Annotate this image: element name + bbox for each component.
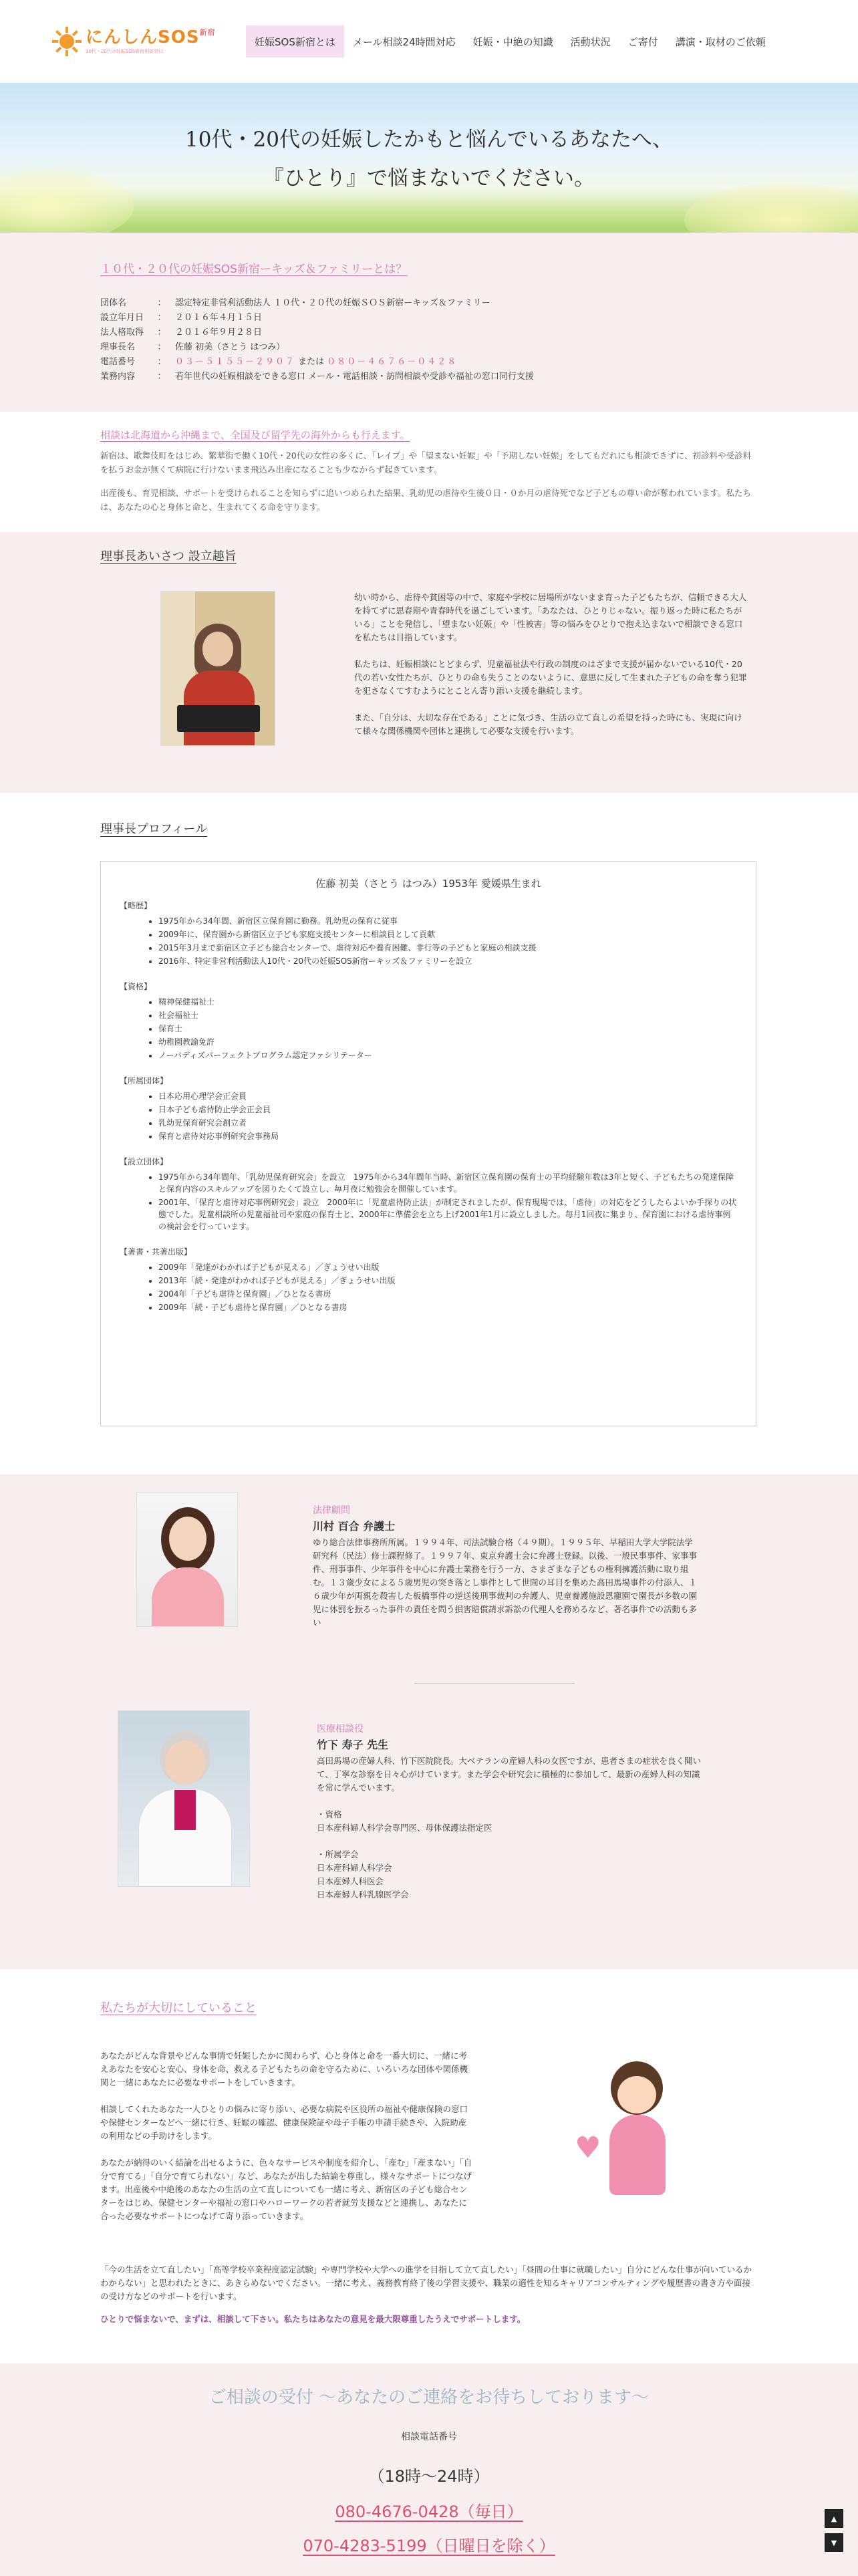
nav-item-about[interactable]: 妊娠SOS新宿とは	[246, 25, 344, 57]
advisor-role-medical: 医療相談役	[317, 1724, 364, 1734]
contact-label: 相談電話番号	[401, 2432, 457, 2442]
values-paragraph-4: 「今の生活を立て直したい」「高等学校卒業程度認定試験」や専門学校や大学への進学を目指して立て直したい」「昼間の仕事に就職したい」自分にどんな仕事が向いているかわからない」と思われたときに、あきらめないでください。一緒に考え、義務教育終了後の学習支援や、職業の適性を知るキャリアコンサルティングや履歴書の書き方や面接の受け方などのサポートを行います。	[100, 2265, 752, 2301]
reach-section	[0, 412, 858, 532]
nav-item-mail-consult[interactable]: メール相談24時間対応	[352, 35, 456, 48]
logo-main-text: にんしんSOS	[86, 27, 200, 47]
profile-category-founded: 【設立団体】	[120, 1157, 168, 1166]
heart-icon: ♥	[575, 2131, 601, 2165]
org-info-table	[100, 296, 758, 384]
advisor-medical	[67, 1710, 791, 1902]
advisor-assoc-item: 日本産婦人科乳腺医学会	[317, 1890, 409, 1900]
nav-item-lecture-request[interactable]: 講演・取材のご依頼	[675, 35, 766, 48]
reach-title-link[interactable]: 相談は北海道から沖縄まで、全国及び留学先の海外からも行えます。	[100, 429, 410, 441]
advisor-bio-medical: 高田馬場の産婦人科、竹下医院院長。大ベテランの産婦人科の女医ですが、患者さまの症状を良く聞いて、丁寧な診察を日々心がけています。また学会や研究会に積極的に参加して、最新の産婦人科の知識を常に学んでいます。	[317, 1756, 702, 1793]
sun-logo-icon	[52, 27, 82, 56]
profile-category-memberships: 【所属団体】	[120, 1076, 168, 1085]
chairperson-photo	[160, 591, 275, 746]
advisor-assoc-label: ・所属学会	[317, 1849, 359, 1859]
hero-line-1: 10代・20代の妊娠したかもと悩んでいるあなたへ、	[185, 128, 673, 152]
list-item: • 2009年に、保育園から新宿区立子ども家庭支援センターに相談員として貢献	[158, 928, 737, 940]
reach-paragraph-1: 新宿は、歌舞伎町をはじめ、繁華街で働く10代・20代の女性の多くに、「レイプ」や「望まない妊娠」や「予期しない妊娠」をしてもだれにも相談できずに、初診料や受診料を払うお金が無くて病院に行けないまま飛込み出産になることも少なからず起きています。	[100, 450, 752, 475]
advisor-role-legal: 法律顧問	[313, 1505, 350, 1516]
contact-section	[0, 2363, 858, 2576]
profile-category-publications: 【著書・共著出版】	[120, 1247, 192, 1257]
doctor-photo	[118, 1710, 250, 1887]
values-paragraph-3: あなたが納得のいく結論を出せるように、色々なサービスや制度を紹介し、「産む」「産まない」「自分で育てる」「自分で育てられない」など、あなたが出した結論を尊重し、様々なサポートにつなげます。出産後や中絶後のあなたの生活の立て直しについても一緒に考え、新宿区の子ども総合センターをはじめ、保健センターや福祉の窓口やハローワークの若者就労支援などと連携し、あなたに合った必要なサポートにつなげて寄り添っていきます。	[100, 2158, 472, 2221]
values-paragraph-1: あなたがどんな背景やどんな事情で妊娠したかに関わらず、心と身体と命を一番大切に、一緒に考えあなたを安心と安心、身体を命、救える子どもたちの命を守るために、いろいろな団体や関係機関と一緒にあなたに必要なサポートをしていきます。	[100, 2051, 468, 2087]
greeting-section	[0, 532, 858, 793]
values-emphasis: ひとりで悩まないで、まずは、相談して下さい。私たちはあなたの意見を最大限尊重したうえでサポートします。	[100, 2314, 526, 2324]
advisor-qual: 日本産科婦人科学会専門医、母体保護法指定医	[317, 1823, 492, 1833]
logo-suffix: 新宿	[199, 27, 216, 37]
profile-name: 佐藤 初美（さとう はつみ）1953年 愛媛県生まれ	[315, 878, 541, 890]
profile-section	[0, 793, 858, 1474]
info-row-incorporated: 法人格取得 ： ２０１６年９月２８日	[100, 328, 263, 338]
nav-item-donation[interactable]: ご寄付	[627, 35, 658, 48]
profile-box	[100, 861, 756, 1426]
info-row-name: 団体名 ： 認定特定非営利活動法人 １０代・２０代の妊娠ＳＯＳ新宿ーキッズ＆ファミリー	[100, 298, 490, 308]
site-logo[interactable]	[52, 27, 216, 56]
scroll-down-icon[interactable]: ▼	[825, 2533, 843, 2552]
list-item: • 2015年3月まで新宿区立子ども総合センターで、虐待対応や養育困難、非行等の子どもと家庭の相談支援	[158, 942, 737, 954]
list-item: • 日本応用心理学会正会員	[158, 1090, 737, 1102]
greeting-paragraph-3: また、「自分は、大切な存在である」ことに気づき、生活の立て直しの希望を持った時にも、実現に向けて様々な関係機関や団体と連携して必要な支援を行います。	[354, 713, 742, 736]
main-nav	[246, 25, 774, 57]
site-header	[0, 0, 858, 83]
greeting-paragraph-2: 私たちは、妊娠相談にとどまらず、児童福祉法や行政の制度のはざまで支援が届かないでいる10代・20代の若い女性たちが、ひとりの命も失うことのないように、意思に反して生まれた子どもの命を奪う犯罪を犯さなくてすむようにとことん寄り添い支援を継続します。	[354, 659, 747, 696]
advisor-bio-legal: ゆり総合法律事務所所属。１９９４年、司法試験合格（４９期）。１９９５年、早稲田大学大学院法学研究科（民法）修士課程修了。１９９７年、東京弁護士会に弁護士登録。以後、一般民事事件、家事事件、刑事事件、少年事件を中心に弁護士業務を行う一方、さまざまな子どもの権利擁護活動に取り組む。１３歳少女による５歳男児の突き落とし事件として世間の耳目を集めた高田馬場事件の付添人、１６歳少年が両親を殺害した板橋事件の逆送後刑事裁判の弁護人、児童養護施設恩寵園で園長が多数の園児に体罰を振るった事件の責任を問う損害賠償請求訴訟の代理人を務めるなど、著名事件での活動も多い	[313, 1537, 698, 1628]
hero-banner	[0, 83, 858, 233]
profile-title: 理事長プロフィール	[100, 822, 208, 836]
list-item: • ノーバディズパーフェクトプログラム認定ファシリテーター	[158, 1049, 737, 1061]
phone-link-2[interactable]: ０８０－４６７６－０４２８	[327, 357, 458, 367]
values-section	[0, 1969, 858, 2363]
values-paragraph-2: 相談してくれたあなた一人ひとりの悩みに寄り添い、必要な病院や区役所の福祉や健康保険の窓口や保健センターなどへ一緒に行き、妊娠の確認、健康保険証や母子手帳の申請手続きや、入院助産の利用などの手助けをします。	[100, 2104, 468, 2141]
list-item: • 保育士	[158, 1023, 737, 1035]
logo-subtitle: 10代・20代の妊娠SOS新宿相談窓口	[86, 48, 164, 54]
list-item: • 2013年「続・発達がわかれば子どもが見える」／ぎょうせい出版	[158, 1275, 737, 1287]
lawyer-photo	[136, 1492, 238, 1627]
info-row-services: 業務内容 ： 若年世代の妊娠相談をできる窓口 メール・電話相談・訪問相談や受診や福祉の窓口同行支援	[100, 372, 534, 382]
list-item: • 2016年、特定非営利活動法人10代・20代の妊娠SOS新宿ーキッズ＆ファミリーを設立	[158, 955, 737, 967]
list-item: • 2001年、「保育と虐待対応事例研究会」設立 2000年に「児童虐待防止法」が制定されましたが、保育現場では、「虐待」の対応をどうしたらよいか手探りの状態でした。児童相談所の児童福祉司や家庭の保育士と、2000年に準備会を立ち上げ2001年1月に設立しました。毎月1回夜に集まり、保育園における虐待事例の検討会を行っています。	[158, 1196, 737, 1233]
pregnant-woman-illustration	[575, 2061, 683, 2195]
contact-phone-2[interactable]: 070-4283-5199（日曜日を除く）	[303, 2537, 555, 2555]
advisor-assoc-item: 日本産科婦人科学会	[317, 1863, 392, 1873]
scroll-up-icon[interactable]: ▲	[825, 2509, 843, 2528]
advisor-qual-label: ・資格	[317, 1809, 342, 1819]
list-item: • 2009年「発達がわかれば子どもが見える」／ぎょうせい出版	[158, 1261, 737, 1273]
list-item: • 社会福祉士	[158, 1009, 737, 1021]
hero-line-2: 『ひとり』で悩まないでください。	[263, 166, 595, 190]
list-item: • 2009年「続・子ども虐待と保育園」／ひとなる書房	[158, 1301, 737, 1313]
about-section	[0, 233, 858, 412]
advisor-name-legal: 川村 百合 弁護士	[313, 1520, 396, 1533]
nav-item-activities[interactable]: 活動状況	[570, 35, 611, 48]
info-row-phone: 電話番号 ： ０３－５１５５－２９０７ または ０８０－４６７６－０４２８	[100, 357, 458, 367]
advisor-assoc-item: 日本産婦人科医会	[317, 1876, 384, 1886]
greeting-title: 理事長あいさつ 設立趣旨	[100, 549, 237, 563]
list-item: • 1975年から34年間、新宿区立保育園に勤務。乳幼児の保育に従事	[158, 915, 737, 927]
advisors-section	[0, 1474, 858, 1969]
greeting-paragraph-1: 幼い時から、虐待や貧困等の中で、家庭や学校に居場所がないまま育った子どもたちが、信頼できる大人を持てずに思春期や青春時代を過ごしています。「あなたは、ひとりじゃない。振り返った時に私たちがいる」ことを発信し、「望まない妊娠」や「性被害」等の悩みをひとりで抱え込まないで相談できる窓口を私たちは目指しています。	[354, 592, 747, 642]
nav-item-knowledge[interactable]: 妊娠・中絶の知識	[472, 35, 553, 48]
list-item: • 精神保健福祉士	[158, 996, 737, 1008]
advisor-legal	[67, 1492, 791, 1630]
phone-link-1[interactable]: ０３－５１５５－２９０７	[175, 357, 296, 367]
list-item: • 2004年「子ども虐待と保育園」／ひとなる書房	[158, 1288, 737, 1300]
list-item: • 幼稚園教諭免許	[158, 1036, 737, 1048]
contact-hours: （18時〜24時）	[368, 2467, 490, 2486]
divider	[414, 1683, 575, 1684]
about-title-link[interactable]: １０代・２０代の妊娠SOS新宿ーキッズ＆ファミリーとは？	[100, 263, 408, 276]
contact-phone-1[interactable]: 080-4676-0428（毎日）	[335, 2502, 523, 2521]
values-title-link[interactable]: 私たちが大切にしていること	[100, 2001, 257, 2015]
reach-paragraph-2: 出産後も、育児相談、サポートを受けられることを知らずに追いつめられた結果、乳幼児の虐待や生後０日・０か月の虐待死でなど子どもの尊い命が奪われています。私たちは、あなたの心と身体と命と、生まれてくる命を守ります。	[100, 488, 752, 512]
list-item: • 日本子ども虐待防止学会正会員	[158, 1104, 737, 1116]
info-row-founded: 設立年月日 ： ２０１６年４月１５日	[100, 313, 263, 323]
list-item: • 保育と虐待対応事例研究会事務局	[158, 1130, 737, 1142]
info-row-chair: 理事長名 ： 佐藤 初美（さとう はつみ）	[100, 342, 285, 352]
contact-title: ご相談の受付 〜あなたのご連絡をお待ちしております〜	[208, 2388, 650, 2408]
list-item: • 乳幼児保育研究会創立者	[158, 1117, 737, 1129]
advisor-name-medical: 竹下 寿子 先生	[317, 1738, 389, 1751]
profile-category-history: 【略歴】	[120, 901, 152, 910]
list-item: • 1975年から34年間年、「乳幼児保育研究会」を設立 1975年から34年間年当時、新宿区立保育園の保育士の平均経験年数は3年と短く、子どもたちの発達保障と保育内容のスキルアップを図りたくて設立し、毎月夜に勉強会を開催しています。	[158, 1171, 737, 1195]
profile-category-qualifications: 【資格】	[120, 982, 152, 991]
